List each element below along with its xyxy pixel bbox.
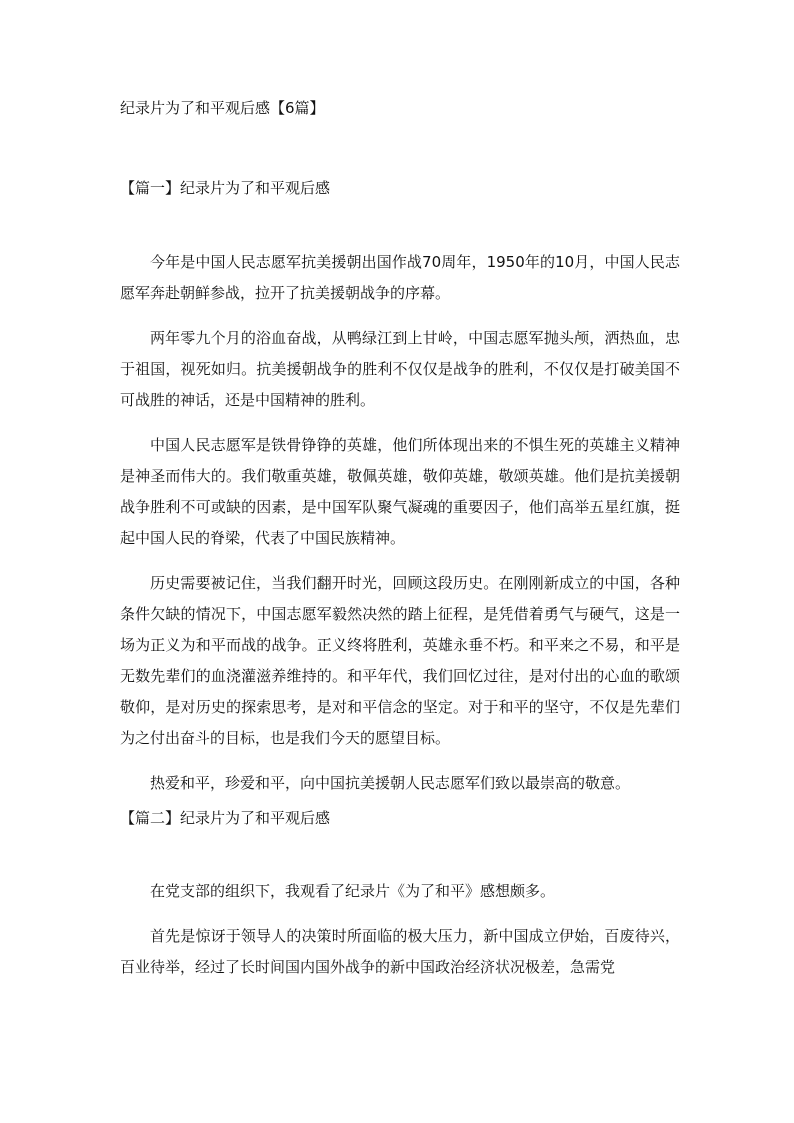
paragraph: 热爱和平，珍爱和平，向中国抗美援朝人民志愿军们致以最崇高的敬意。 — [150, 774, 631, 792]
paragraph: 在党支部的组织下，我观看了纪录片《为了和平》感想颇多。 — [150, 882, 556, 900]
paragraph: 首先是惊讶于领导人的决策时所面临的极大压力，新中国成立伊始，百废待兴，百业待举，经过了长时间国内国外战争的新中国政治经济状况极差，急需党 — [120, 927, 680, 976]
section-heading-1: 【篇一】纪录片为了和平观后感 — [120, 179, 331, 197]
document-title: 纪录片为了和平观后感【6篇】 — [120, 99, 325, 117]
document-content — [120, 96, 680, 983]
section-heading-2: 【篇二】纪录片为了和平观后感 — [120, 809, 331, 827]
paragraph: 中国人民志愿军是铁骨铮铮的英雄，他们所体现出来的不惧生死的英雄主义精神是神圣而伟大的。我们敬重英雄，敬佩英雄，敬仰英雄，敬颂英雄。他们是抗美援朝战争胜利不可或缺的因素，是中国军队聚气凝魂的重要因子，他们高举五星红旗，挺起中国人民的脊梁，代表了中国民族精神。 — [120, 436, 680, 547]
paragraph: 历史需要被记住，当我们翻开时光，回顾这段历史。在刚刚新成立的中国，各种条件欠缺的情况下，中国志愿军毅然决然的踏上征程，是凭借着勇气与硬气，这是一场为正义为和平而战的战争。正义终将胜利，英雄永垂不朽。和平来之不易，和平是无数先辈们的血浇灌滋养维持的。和平年代，我们回忆过往，是对付出的心血的歌颂敬仰，是对历史的探索思考，是对和平信念的坚定。对于和平的坚守，不仅是先辈们为之付出奋斗的目标，也是我们今天的愿望目标。 — [120, 574, 680, 747]
paragraph: 今年是中国人民志愿军抗美援朝出国作战70周年，1950年的10月，中国人民志愿军奔赴朝鲜参战，拉开了抗美援朝战争的序幕。 — [120, 253, 680, 302]
paragraph: 两年零九个月的浴血奋战，从鸭绿江到上甘岭，中国志愿军抛头颅，洒热血，忠于祖国，视死如归。抗美援朝战争的胜利不仅仅是战争的胜利，不仅仅是打破美国不可战胜的神话，还是中国精神的胜利。 — [120, 329, 680, 409]
